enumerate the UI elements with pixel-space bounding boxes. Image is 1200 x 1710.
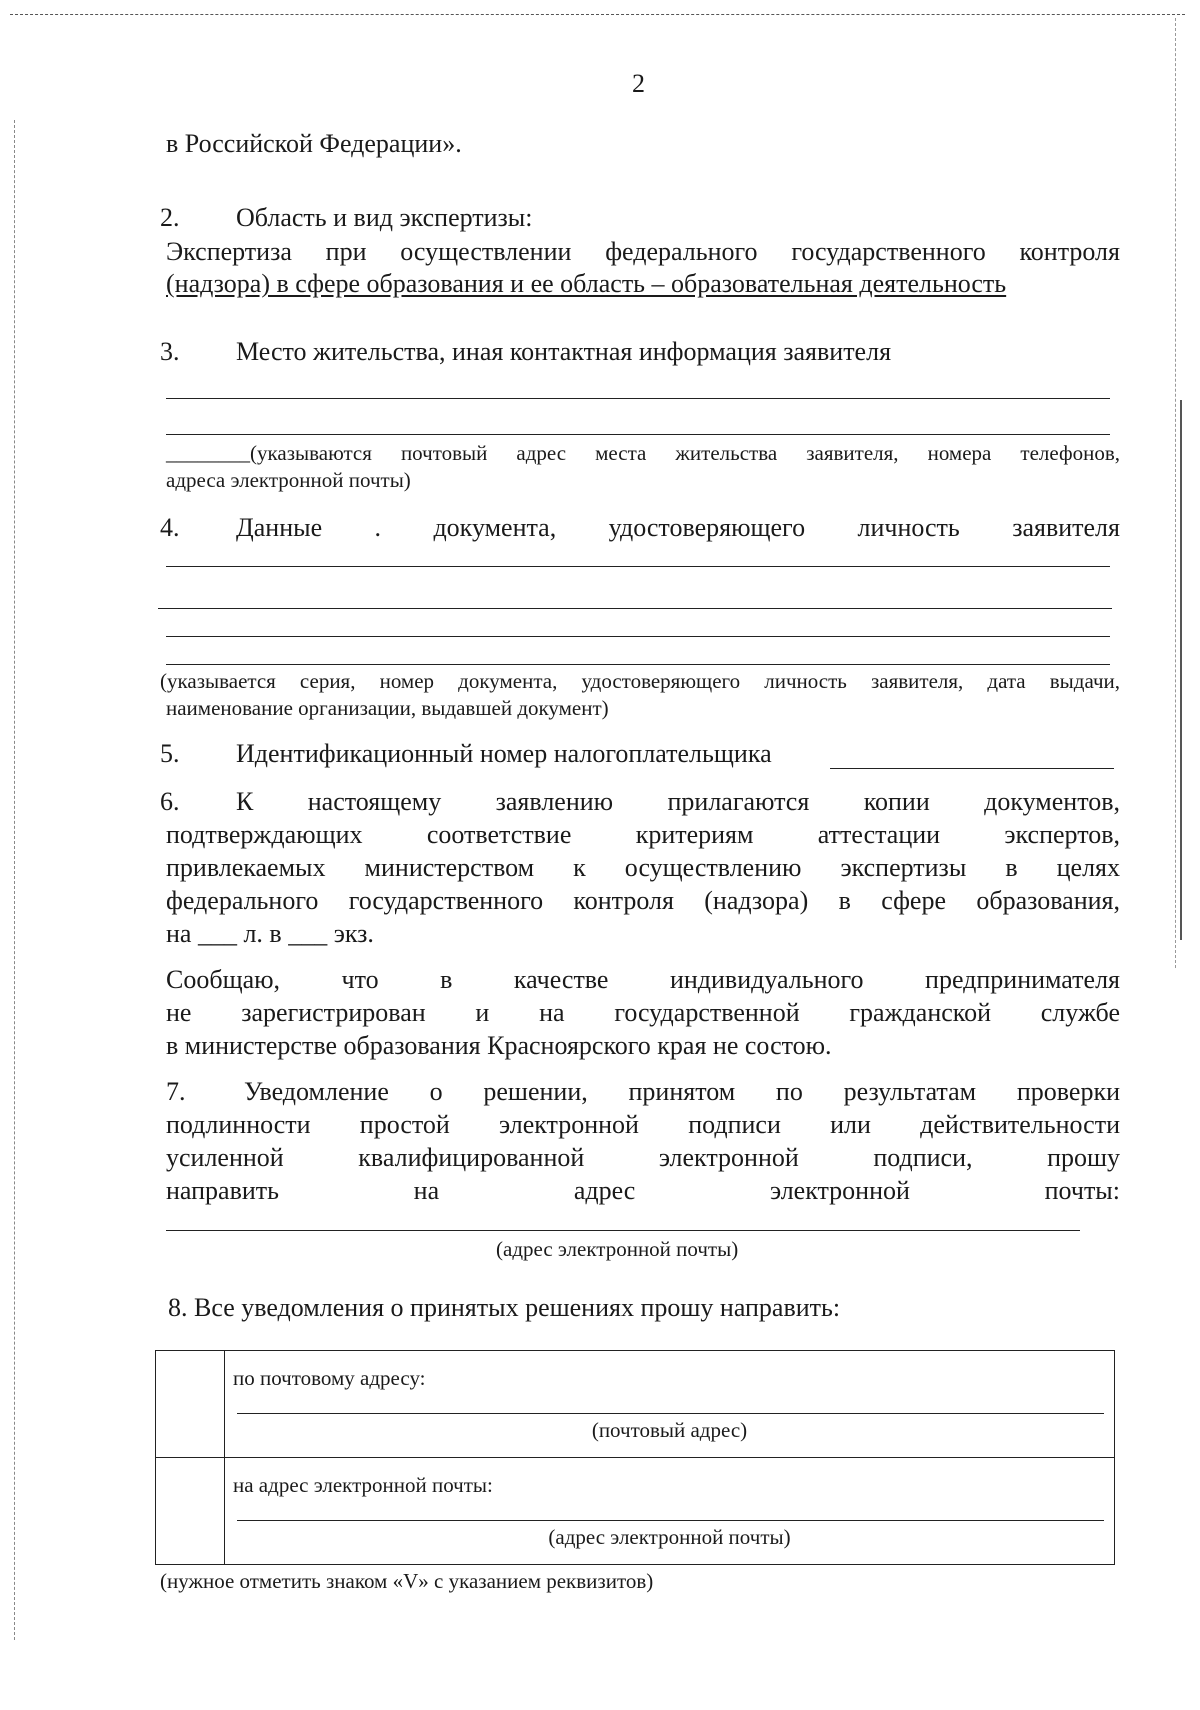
item3-title: Место жительства, иная контактная информация заявителя [236, 337, 892, 366]
postal-checkbox[interactable] [156, 1351, 225, 1458]
item3-number: 3. [160, 337, 180, 366]
postal-cell [225, 1351, 1115, 1458]
scan-border-left [14, 120, 15, 1640]
table-row [156, 1458, 1115, 1565]
email-label: на адрес электронной почты: [233, 1473, 493, 1497]
item4-title: Данные . документа, удостоверяющего личность заявителя [236, 513, 1120, 542]
item2-number: 2. [160, 203, 180, 232]
item2-line2: (надзора) в сфере образования и ее область – образовательная деятельность [166, 269, 1007, 298]
item6-line3: привлекаемых министерством к осуществлению экспертизы в целях [166, 853, 1120, 882]
statement-line3: в министерстве образования Красноярского края не состою. [166, 1031, 832, 1060]
item5-fill-line [830, 768, 1114, 769]
item8-footnote: (нужное отметить знаком «V» с указанием реквизитов) [160, 1569, 654, 1593]
item7-number: 7. [166, 1077, 186, 1106]
table-row [156, 1351, 1115, 1458]
postal-address-line[interactable] [237, 1413, 1104, 1414]
notification-options-table [155, 1350, 1115, 1565]
intro-line: в Российской Федерации». [166, 129, 462, 158]
page-number: 2 [632, 69, 645, 98]
item7-caption: (адрес электронной почты) [496, 1237, 739, 1261]
item4-number: 4. [160, 513, 180, 542]
item5-title: Идентификационный номер налогоплательщика [236, 739, 772, 768]
item4-hint-line1: (указывается серия, номер документа, удостоверяющего личность заявителя, дата выдачи, [160, 669, 1120, 693]
item3-fill-line-1 [166, 398, 1110, 399]
item7-line4: направить на адрес электронной почты: [166, 1176, 1120, 1205]
email-checkbox[interactable] [156, 1458, 225, 1565]
item4-fill-line-1 [166, 566, 1110, 567]
item7-line2: подлинности простой электронной подписи или действительности [166, 1110, 1120, 1139]
item7-line1: Уведомление о решении, принятом по результатам проверки [244, 1077, 1120, 1106]
item3-hint-line2: адреса электронной почты) [166, 468, 411, 492]
item6-line4: федерального государственного контроля (надзора) в сфере образования, [166, 886, 1120, 915]
email-address-line[interactable] [237, 1520, 1104, 1521]
email-cell [225, 1458, 1115, 1565]
item2-title: Область и вид экспертизы: [236, 203, 533, 232]
item4-fill-line-2 [158, 608, 1112, 609]
item3-fill-line-2 [166, 434, 1110, 435]
postal-caption: (почтовый адрес) [591, 1418, 748, 1442]
item7-line3: усиленной квалифицированной электронной подписи, прошу [166, 1143, 1120, 1172]
item3-hint-line1: ________(указываются почтовый адрес места жительства заявителя, номера телефонов, [166, 441, 1120, 465]
item6-line5: на ___ л. в ___ экз. [166, 919, 374, 948]
item6-line2: подтверждающих соответствие критериям аттестации экспертов, [166, 820, 1120, 849]
item8-title: 8. Все уведомления о принятых решениях прошу направить: [168, 1293, 841, 1322]
scan-border-right [1175, 18, 1176, 968]
item4-fill-line-3 [166, 636, 1110, 637]
item4-fill-line-4 [166, 664, 1110, 665]
item2-line1: Экспертиза при осуществлении федерального государственного контроля [166, 237, 1120, 266]
item6-line1: К настоящему заявлению прилагаются копии документов, [236, 787, 1120, 816]
email-caption: (адрес электронной почты) [548, 1525, 791, 1549]
postal-label: по почтовому адресу: [233, 1366, 426, 1390]
item6-number: 6. [160, 787, 180, 816]
statement-line1: Сообщаю, что в качестве индивидуального предпринимателя [166, 965, 1120, 994]
item4-hint-line2: наименование организации, выдавшей документ) [166, 696, 609, 720]
scan-border-top [10, 14, 1185, 15]
statement-line2: не зарегистрирован и на государственной гражданской службе [166, 998, 1120, 1027]
item7-fill-line [166, 1230, 1080, 1231]
item5-number: 5. [160, 739, 180, 768]
scan-border-right-edge [1180, 400, 1182, 940]
